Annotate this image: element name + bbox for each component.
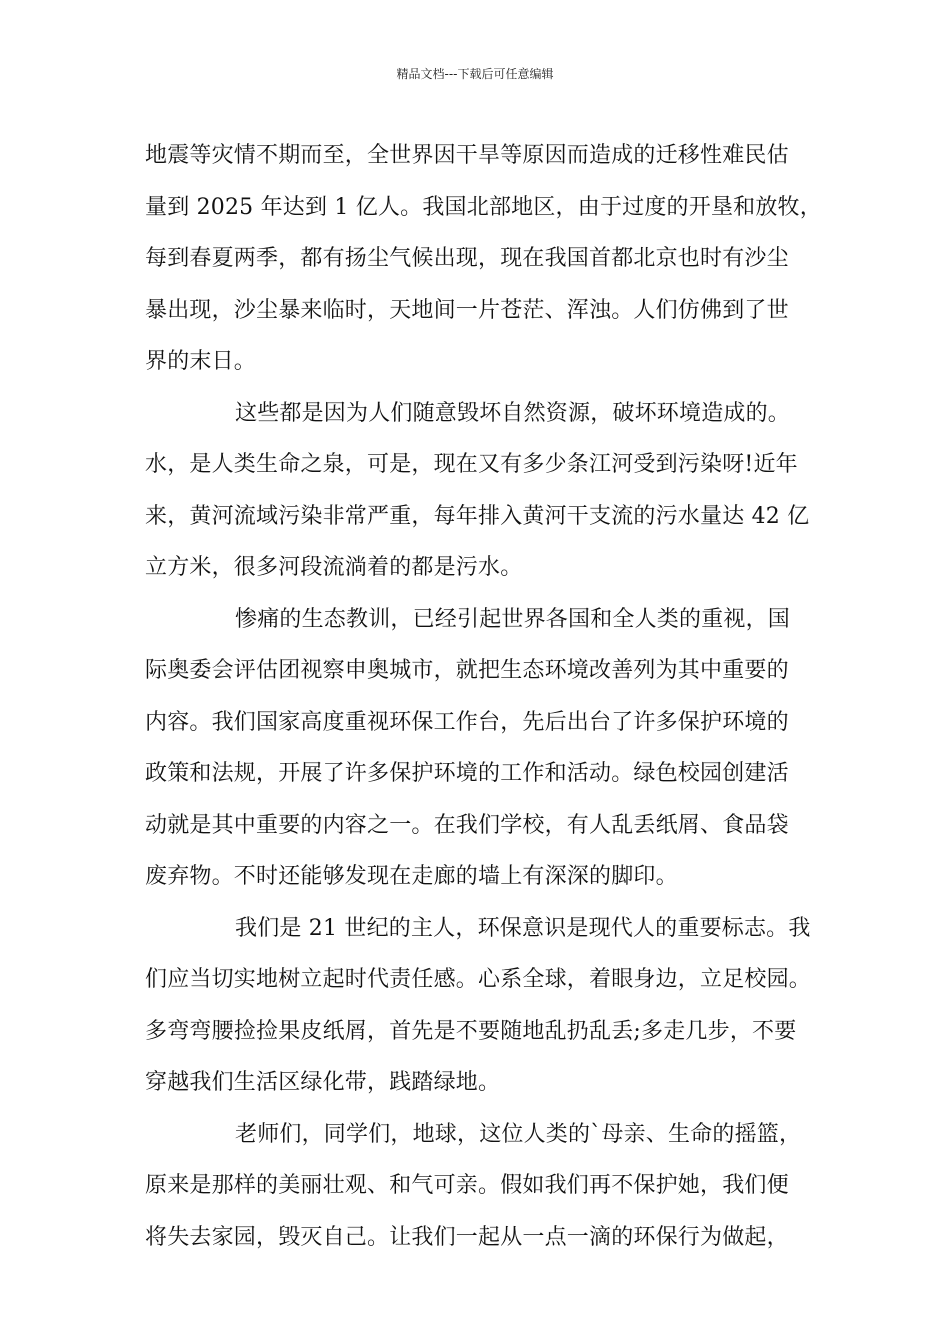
text-line: 来，黄河流域污染非常严重，每年排入黄河干支流的污水量达 42 亿 [145,503,810,529]
text-line: 际奥委会评估团视察申奥城市，就把生态环境改善列为其中重要的 [145,658,789,683]
text-line: 地震等灾情不期而至，全世界因干旱等原因而造成的迁移性难民估 [145,143,789,168]
text-line: 多弯弯腰捡捡果皮纸屑，首先是不要随地乱扔乱丢;多走几步，不要 [145,1018,797,1044]
text-line: 们应当切实地树立起时代责任感。心系全球，着眼身边，立足校园。 [145,967,812,992]
text-line: 水，是人类生命之泉，可是，现在又有多少条江河受到污染呀!近年 [145,452,798,477]
text-line: 界的末日。 [145,349,257,374]
text-line: 暴出现，沙尘暴来临时，天地间一片苍茫、浑浊。人们仿佛到了世 [145,297,789,323]
text-line: 废弃物。不时还能够发现在走廊的墙上有深深的脚印。 [145,864,678,889]
text-line: 这些都是因为人们随意毁坏自然资源，破坏环境造成的。 [235,400,791,426]
page-header: 精品文档---下载后可任意编辑 [396,67,554,81]
text-line: 穿越我们生活区绿化带，践踏绿地。 [145,1070,501,1095]
text-line: 原来是那样的美丽壮观、和气可亲。假如我们再不保护她，我们便 [145,1173,789,1198]
text-line: 将失去家园，毁灭自己。让我们一起从一点一滴的环保行为做起， [145,1224,789,1250]
text-line: 惨痛的生态教训，已经引起世界各国和全人类的重视，国 [235,606,791,632]
text-line: 政策和法规，开展了许多保护环境的工作和活动。绿色校园创建活 [145,761,789,786]
text-line: 每到春夏两季，都有扬尘气候出现，现在我国首都北京也时有沙尘 [145,246,789,271]
text-line: 老师们，同学们，地球，这位人类的`母亲、生命的摇篮， [235,1121,802,1147]
text-line: 动就是其中重要的内容之一。在我们学校，有人乱丢纸屑、食品袋 [145,812,789,838]
text-line: 我们是 21 世纪的主人，环保意识是现代人的重要标志。我 [235,915,811,941]
body-text [145,130,825,1263]
text-line: 立方米，很多河段流淌着的都是污水。 [145,555,523,580]
text-line: 量到 2025 年达到 1 亿人。我国北部地区，由于过度的开垦和放牧， [145,194,822,220]
text-line: 内容。我们国家高度重视环保工作台，先后出台了许多保护环境的 [145,709,789,735]
